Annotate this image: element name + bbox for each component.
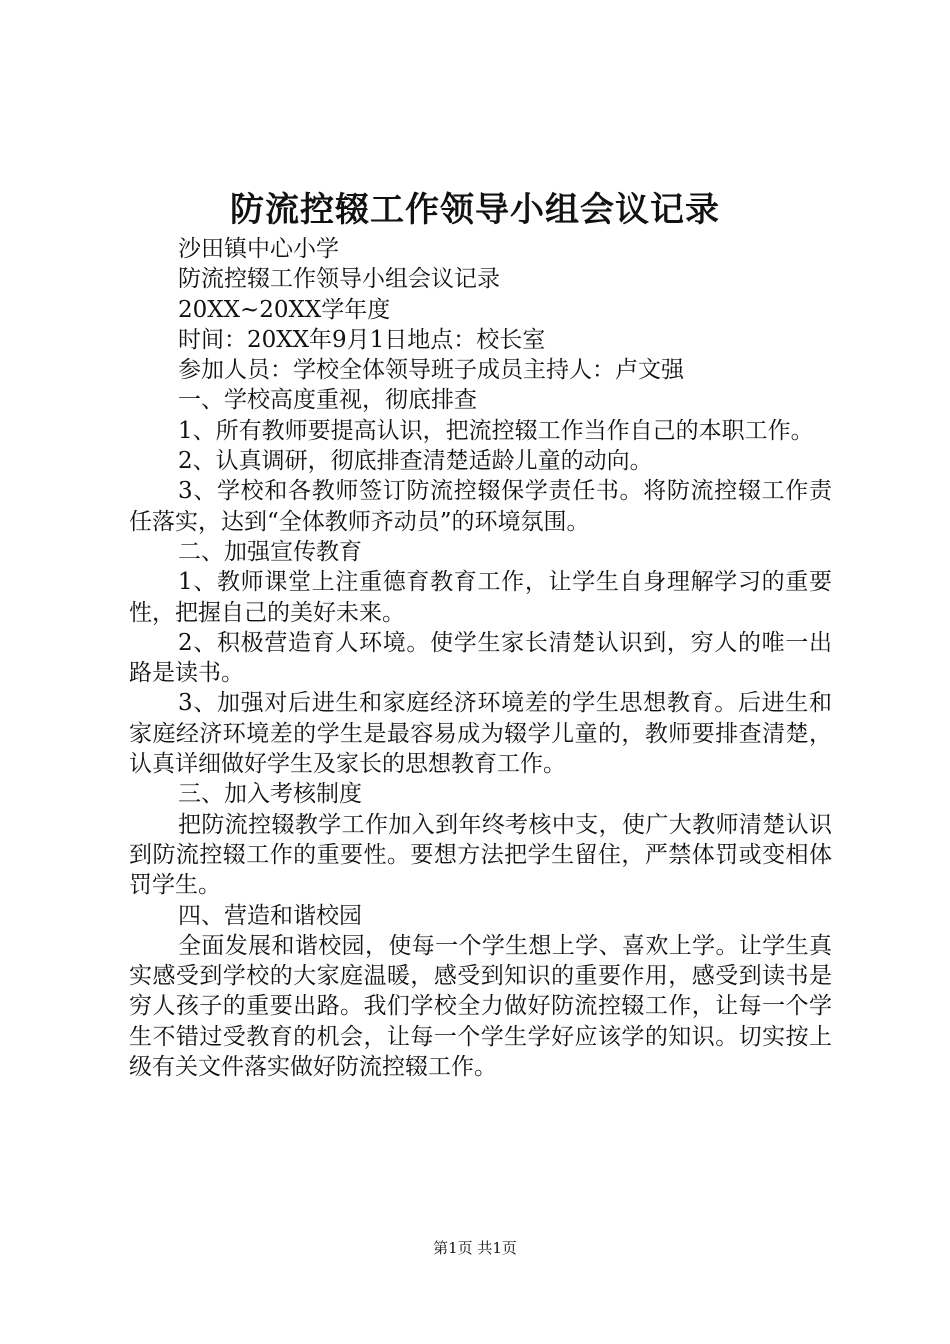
meeting-attendees: 参加人员：学校全体领导班子成员主持人：卢文强 <box>178 357 684 384</box>
paragraph: 3、加强对后进生和家庭经济环境差的学生思想教育。后进生和家庭经济环境差的学生是最容易成为辍学儿童的，教师要排查清楚，认真详细做好学生及家长的思想教育工作。 <box>129 690 832 778</box>
paragraph: 3、学校和各教师签订防流控辍保学责任书。将防流控辍工作责任落实，达到“全体教师齐动员”的环境氛围。 <box>129 478 832 535</box>
document-body <box>129 234 832 1082</box>
section-heading-4: 四、营造和谐校园 <box>178 902 362 929</box>
paragraph: 1、教师课堂上注重德育教育工作，让学生自身理解学习的重要性，把握自己的美好未来。 <box>129 569 832 626</box>
paragraph: 全面发展和谐校园，使每一个学生想上学、喜欢上学。让学生真实感受到学校的大家庭温暖，感受到知识的重要作用，感受到读书是穷人孩子的重要出路。我们学校全力做好防流控辍工作，让每一个学生不错过受教育的机会，让每一个学生学好应该学的知识。切实按上级有关文件落实做好防流控辍工作。 <box>129 932 832 1081</box>
paragraph: 2、积极营造育人环境。使学生家长清楚认识到，穷人的唯一出路是读书。 <box>129 629 832 687</box>
meeting-time-place: 时间：20XX年9月1日地点：校长室 <box>178 326 546 353</box>
paragraph: 把防流控辍教学工作加入到年终考核中支，使广大教师清楚认识到防流控辍工作的重要性。要想方法把学生留住，严禁体罚或变相体罚学生。 <box>129 811 832 899</box>
school-name: 沙田镇中心小学 <box>178 236 339 262</box>
page-footer: 第1页 共1页 <box>433 1239 517 1257</box>
school-year: 20XX~20XX学年度 <box>178 296 391 323</box>
section-heading-1: 一、学校高度重视，彻底排查 <box>178 387 477 414</box>
paragraph: 2、认真调研，彻底排查清楚适龄儿童的动向。 <box>178 448 653 475</box>
record-subtitle: 防流控辍工作领导小组会议记录 <box>178 266 500 293</box>
section-heading-3: 三、加入考核制度 <box>178 781 362 808</box>
paragraph: 1、所有教师要提高认识，把流控辍工作当作自己的本职工作。 <box>178 417 814 444</box>
section-heading-2: 二、加强宣传教育 <box>178 538 362 565</box>
document-title: 防流控辍工作领导小组会议记录 <box>230 190 720 230</box>
